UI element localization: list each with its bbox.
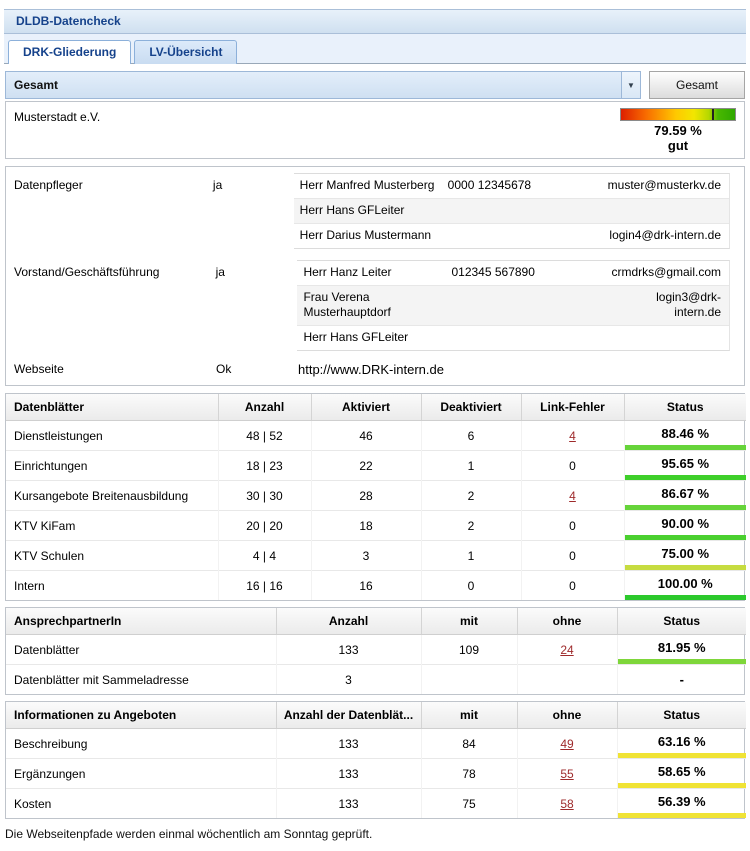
cell-value: 1 — [421, 451, 521, 481]
cell-value: 133 — [276, 789, 421, 819]
status-percent: 56.39 % — [657, 793, 706, 809]
score-block — [620, 108, 736, 153]
status-percent: 95.65 % — [661, 455, 710, 471]
table-datenblaetter — [5, 393, 745, 601]
error-count-link[interactable]: 58 — [560, 796, 574, 811]
table-row — [6, 789, 746, 819]
error-count-cell — [517, 635, 617, 665]
status-percent: 75.00 % — [661, 545, 710, 561]
footer-note: Die Webseitenpfade werden einmal wöchentlich am Sonntag geprüft. — [5, 827, 373, 841]
table-informationen — [5, 701, 745, 819]
column-header: Status — [624, 394, 746, 421]
table-row — [6, 511, 746, 541]
contact-phone: 012345 567890 — [451, 265, 535, 279]
status-percent: 63.16 % — [657, 733, 706, 749]
cell-value: 16 | 16 — [218, 571, 311, 601]
row-label: Intern — [6, 571, 218, 601]
org-name: Musterstadt e.V. — [14, 110, 101, 124]
status-cell — [617, 729, 746, 759]
status-bar — [618, 813, 747, 818]
data-table — [6, 394, 746, 600]
contact-phone — [451, 330, 611, 345]
status-percent: 100.00 % — [657, 575, 713, 591]
cell-value: 84 — [421, 729, 517, 759]
cell-value — [421, 665, 517, 695]
tab-lv-uebersicht[interactable]: LV-Übersicht — [134, 40, 237, 64]
contact-email — [608, 203, 725, 218]
data-table — [6, 608, 746, 694]
table-title: Datenblätter — [6, 394, 218, 421]
contact-entry — [294, 223, 729, 248]
status-percent: - — [679, 672, 684, 687]
tab-bar — [4, 34, 746, 64]
contact-section — [6, 173, 744, 249]
contact-entry — [297, 325, 729, 350]
contact-section-label: Vorstand/Geschäftsführung — [14, 265, 160, 279]
table-ansprechpartnerin — [5, 607, 745, 695]
contact-entry — [297, 261, 729, 285]
website-url: http://www.DRK-intern.de — [298, 362, 444, 377]
status-cell — [624, 571, 746, 601]
contact-list — [294, 173, 730, 249]
contact-section-flag: ja — [215, 265, 225, 279]
tab-drk-gliederung[interactable]: DRK-Gliederung — [8, 40, 131, 64]
cell-value — [517, 665, 617, 695]
column-header: Anzahl — [218, 394, 311, 421]
contacts-body — [6, 173, 744, 351]
cell-value: 30 | 30 — [218, 481, 311, 511]
row-label: Dienstleistungen — [6, 421, 218, 451]
column-header: mit — [421, 608, 517, 635]
status-cell — [617, 789, 746, 819]
error-count-cell — [517, 729, 617, 759]
contact-email: login3@drk-intern.de — [656, 290, 721, 319]
cell-value: 48 | 52 — [218, 421, 311, 451]
cell-value: 28 — [311, 481, 421, 511]
table-title: AnsprechpartnerIn — [6, 608, 276, 635]
row-label: Datenblätter mit Sammeladresse — [6, 665, 276, 695]
status-bar — [625, 475, 747, 480]
status-bar — [625, 565, 747, 570]
status-bar — [625, 505, 747, 510]
window-titlebar — [4, 9, 746, 34]
gesamt-dropdown-value: Gesamt — [14, 78, 59, 92]
contact-name: Herr Hans GFLeiter — [299, 203, 405, 217]
status-cell — [617, 759, 746, 789]
cell-value: 78 — [421, 759, 517, 789]
contact-list — [297, 260, 730, 351]
status-percent: 86.67 % — [661, 485, 710, 501]
contact-section — [6, 260, 744, 351]
table-row — [6, 451, 746, 481]
status-cell — [624, 511, 746, 541]
status-cell — [624, 421, 746, 451]
status-percent: 88.46 % — [661, 425, 710, 441]
row-label: KTV KiFam — [6, 511, 218, 541]
cell-value: 20 | 20 — [218, 511, 311, 541]
row-label: Kursangebote Breitenausbildung — [6, 481, 218, 511]
cell-value: 0 — [521, 511, 624, 541]
score-percent: 79.59 % — [654, 123, 702, 138]
contact-phone — [451, 290, 611, 320]
gesamt-button[interactable]: Gesamt — [649, 71, 745, 99]
contact-phone — [448, 203, 608, 218]
error-count-link[interactable]: 4 — [569, 488, 576, 503]
cell-value: 46 — [311, 421, 421, 451]
contacts-panel — [5, 166, 745, 386]
cell-value: 0 — [521, 541, 624, 571]
column-header: ohne — [517, 608, 617, 635]
cell-value: 2 — [421, 481, 521, 511]
status-percent: 81.95 % — [657, 639, 706, 655]
table-row — [6, 665, 746, 695]
score-marker — [712, 109, 714, 120]
column-header: Status — [617, 608, 746, 635]
status-bar — [625, 535, 747, 540]
chevron-down-icon[interactable]: ▼ — [621, 72, 640, 98]
cell-value: 18 — [311, 511, 421, 541]
cell-value: 18 | 23 — [218, 451, 311, 481]
contact-entry — [294, 198, 729, 223]
column-header: Status — [617, 702, 746, 729]
table-row — [6, 571, 746, 601]
score-gradient-bar — [620, 108, 736, 121]
error-count-cell — [517, 789, 617, 819]
column-header: ohne — [517, 702, 617, 729]
status-cell — [624, 541, 746, 571]
website-row — [6, 362, 744, 377]
cell-value: 133 — [276, 635, 421, 665]
contact-email: crmdrks@gmail.com — [611, 265, 721, 279]
table-row — [6, 481, 746, 511]
status-bar — [618, 753, 747, 758]
row-label: KTV Schulen — [6, 541, 218, 571]
cell-value: 3 — [311, 541, 421, 571]
error-count-link[interactable]: 49 — [560, 736, 574, 751]
row-label: Ergänzungen — [6, 759, 276, 789]
cell-value: 75 — [421, 789, 517, 819]
cell-value: 133 — [276, 729, 421, 759]
table-row — [6, 541, 746, 571]
data-table — [6, 702, 746, 818]
contact-email: muster@musterkv.de — [607, 178, 721, 192]
cell-value: 0 — [421, 571, 521, 601]
contact-name: Herr Darius Mustermann — [299, 228, 432, 242]
table-row — [6, 635, 746, 665]
cell-value: 6 — [421, 421, 521, 451]
contact-name: Herr Hans GFLeiter — [303, 330, 409, 344]
column-header: Link-Fehler — [521, 394, 624, 421]
status-cell — [624, 481, 746, 511]
status-percent: 90.00 % — [661, 515, 710, 531]
contact-email: login4@drk-intern.de — [609, 228, 721, 242]
table-title: Informationen zu Angeboten — [6, 702, 276, 729]
status-bar — [618, 659, 747, 664]
contact-section-flag: ja — [212, 178, 223, 192]
column-header: mit — [421, 702, 517, 729]
status-cell — [617, 665, 746, 695]
error-count-link[interactable]: 55 — [560, 766, 574, 781]
cell-value: 0 — [521, 451, 624, 481]
row-label: Datenblätter — [6, 635, 276, 665]
page-title: DLDB-Datencheck — [16, 14, 121, 28]
table-row — [6, 421, 746, 451]
contact-phone — [448, 228, 608, 243]
status-percent: 58.65 % — [657, 763, 706, 779]
row-label: Beschreibung — [6, 729, 276, 759]
contact-name: Herr Manfred Musterberg — [299, 178, 435, 192]
overview-panel — [5, 101, 745, 159]
row-label: Einrichtungen — [6, 451, 218, 481]
contact-section-label: Datenpfleger — [14, 178, 83, 192]
error-count-cell — [517, 759, 617, 789]
column-header: Deaktiviert — [421, 394, 521, 421]
website-status: Ok — [216, 362, 232, 376]
cell-value: 0 — [521, 571, 624, 601]
cell-value: 22 — [311, 451, 421, 481]
table-row — [6, 759, 746, 789]
gesamt-dropdown[interactable] — [5, 71, 641, 99]
row-label: Kosten — [6, 789, 276, 819]
table-row — [6, 729, 746, 759]
contact-name: Frau Verena Musterhauptdorf — [303, 290, 391, 319]
status-bar — [625, 445, 747, 450]
cell-value: 109 — [421, 635, 517, 665]
error-count-link[interactable]: 24 — [560, 642, 574, 657]
cell-value: 133 — [276, 759, 421, 789]
cell-value: 4 | 4 — [218, 541, 311, 571]
cell-value: 2 — [421, 511, 521, 541]
filter-row — [5, 71, 745, 99]
contact-phone: 0000 12345678 — [447, 178, 532, 192]
status-bar — [618, 783, 747, 788]
cell-value: 3 — [276, 665, 421, 695]
contact-entry — [297, 285, 729, 325]
contact-email — [611, 330, 725, 345]
error-count-cell — [521, 421, 624, 451]
contact-entry — [294, 174, 729, 198]
contact-name: Herr Hanz Leiter — [303, 265, 392, 279]
status-cell — [624, 451, 746, 481]
column-header: Anzahl — [276, 608, 421, 635]
score-rating: gut — [667, 138, 689, 153]
status-bar — [625, 595, 747, 600]
error-count-cell — [521, 481, 624, 511]
cell-value: 1 — [421, 541, 521, 571]
status-cell — [617, 635, 746, 665]
column-header: Anzahl der Datenblät... — [276, 702, 421, 729]
error-count-link[interactable]: 4 — [569, 428, 576, 443]
website-label: Webseite — [14, 362, 64, 376]
cell-value: 16 — [311, 571, 421, 601]
column-header: Aktiviert — [311, 394, 421, 421]
